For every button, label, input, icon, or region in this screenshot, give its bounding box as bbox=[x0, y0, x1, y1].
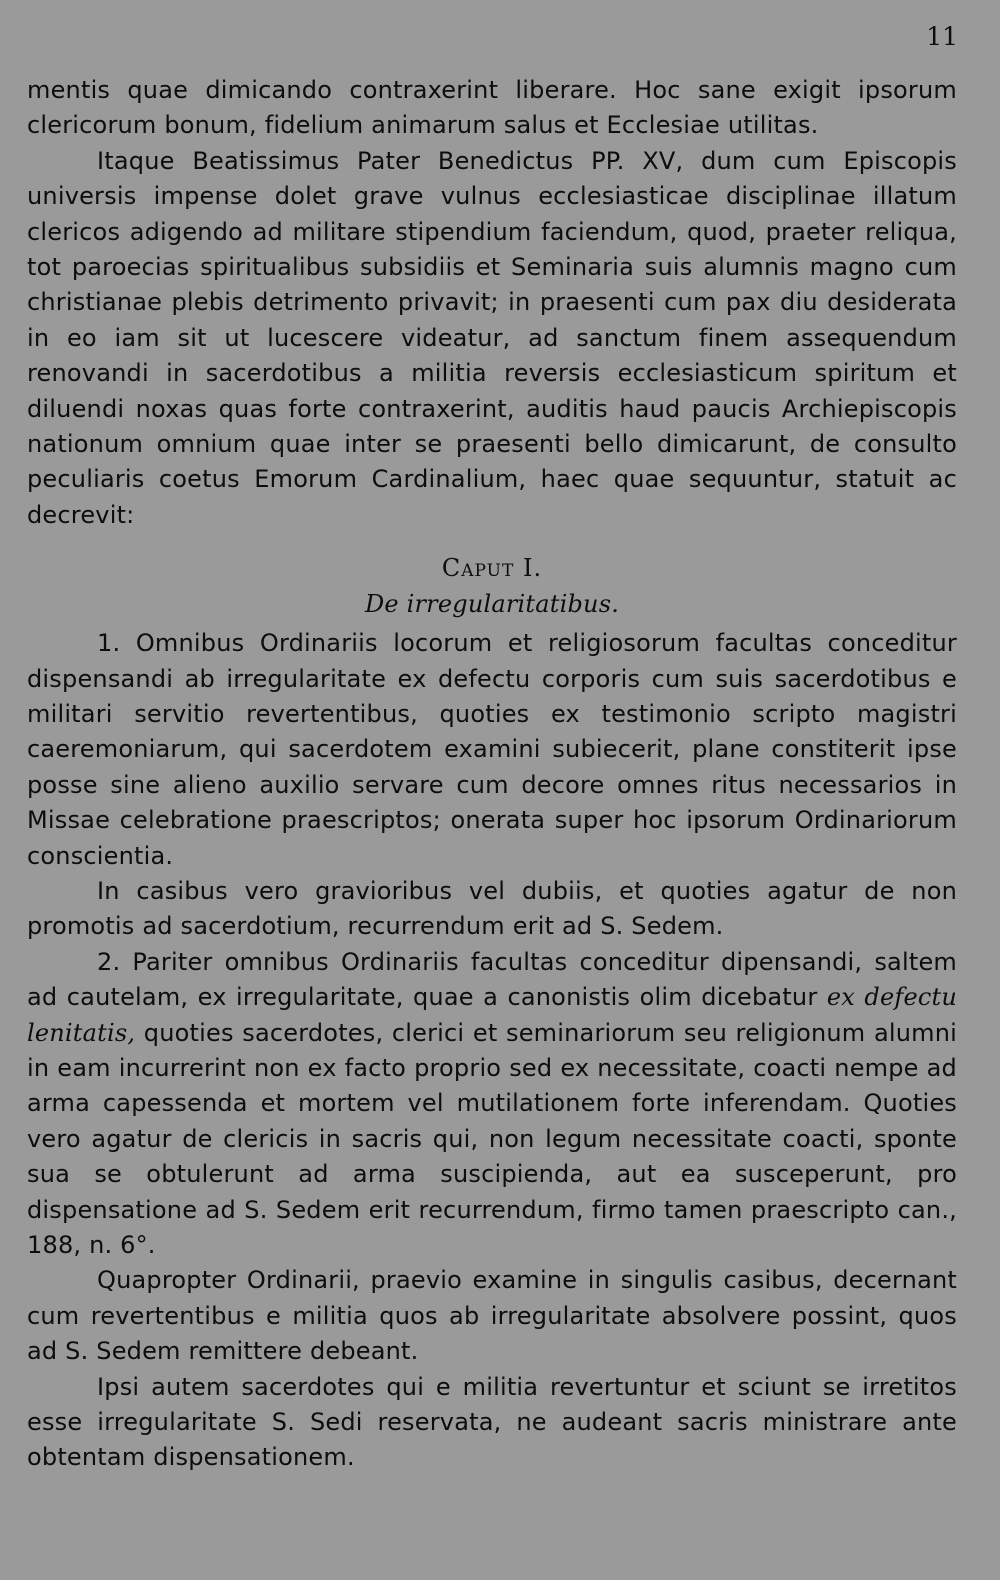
article-2-italic-term: ex defectu lenitatis, bbox=[27, 983, 957, 1047]
article-2-text-start: 2. Pariter omnibus Ordinariis facultas conceditur dipensandi, saltem ad cautelam, ex irregularitate, quae a canonistis olim dicebatur bbox=[27, 947, 957, 1012]
paragraph-continuation: mentis quae dimicando contraxerint liberare. Hoc sane exigit ipsorum clericorum bonum, fidelium animarum salus et Ecclesiae utilitas. bbox=[27, 76, 957, 140]
chapter-heading bbox=[27, 551, 957, 586]
paragraph-quapropter: Quapropter Ordinarii, praevio examine in singulis casibus, decernant cum revertentibus e militia quos ab irregularitate absolvere possint, quos ad S. Sedem remittere debeant. bbox=[27, 1266, 957, 1366]
paragraph-article-2 bbox=[27, 945, 957, 1264]
page-number: 11 bbox=[926, 22, 958, 51]
chapter-label: Caput I. bbox=[441, 554, 543, 583]
chapter-title: De irregularitatibus. bbox=[364, 589, 620, 618]
paragraph-ipsi: Ipsi autem sacerdotes qui e militia revertuntur et sciunt se irretitos esse irregularitate S. Sedi reservata, ne audeant sacris ministrare ante obtentam dispensationem. bbox=[27, 1372, 957, 1472]
paragraph-article-1-recourse: In casibus vero gravioribus vel dubiis, et quoties agatur de non promotis ad sacerdotium, recurrendum erit ad S. Sedem. bbox=[27, 876, 957, 941]
document-body bbox=[27, 73, 957, 1476]
paragraph-preamble: Itaque Beatissimus Pater Benedictus PP. XV, dum cum Episcopis universis impense dolet grave vulnus ecclesiasticae disciplinae illatum clericos adigendo ad militare stipendium faciendum, quod, praeter reliqua, tot paroecias spiritualibus subsidiis et Seminaria suis alumnis magno cum christianae plebis detrimento privavit; in praesenti cum pax diu desiderata in eo iam sit ut lucescere videatur, ad sanctum finem assequendum renovandi in sacerdotibus a militia reversis ecclesiasticum spiritum et diluendi noxas quas forte contraxerint, auditis haud paucis Archiepiscopis nationum omnium quae inter se praesenti bello dimicarunt, de consulto peculiaris coetus Emorum Cardinalium, haec quae sequuntur, statuit ac decrevit: bbox=[27, 146, 957, 529]
paragraph-article-1: 1. Omnibus Ordinariis locorum et religiosorum facultas conceditur dispensandi ab irregularitate ex defectu corporis cum suis sacerdotibus e militari servitio revertentibus, quoties ex testimonio scripto magistri caeremoniarum, qui sacerdotem examini subiecerit, plane constiterit ipse posse sine alieno auxilio servare cum decore omnes ritus necessarios in Missae celebratione praescriptos; onerata super hoc ipsorum Ordinariorum conscientia. bbox=[27, 629, 957, 870]
article-2-text-end: quoties sacerdotes, clerici et seminariorum seu religionum alumni in eam incurrerint non ex facto proprio sed ex necessitate, coacti nempe ad arma capessenda et mortem vel mutilationem forte inferendam. Quoties vero agatur de clericis in sacris qui, non legum necessitate coacti, sponte sua se obtulerunt ad arma suscipienda, aut ea susceperunt, pro dispensatione ad S. Sedem erit recurrendum, firmo tamen praescripto can., 188, n. 6°. bbox=[27, 1018, 957, 1259]
